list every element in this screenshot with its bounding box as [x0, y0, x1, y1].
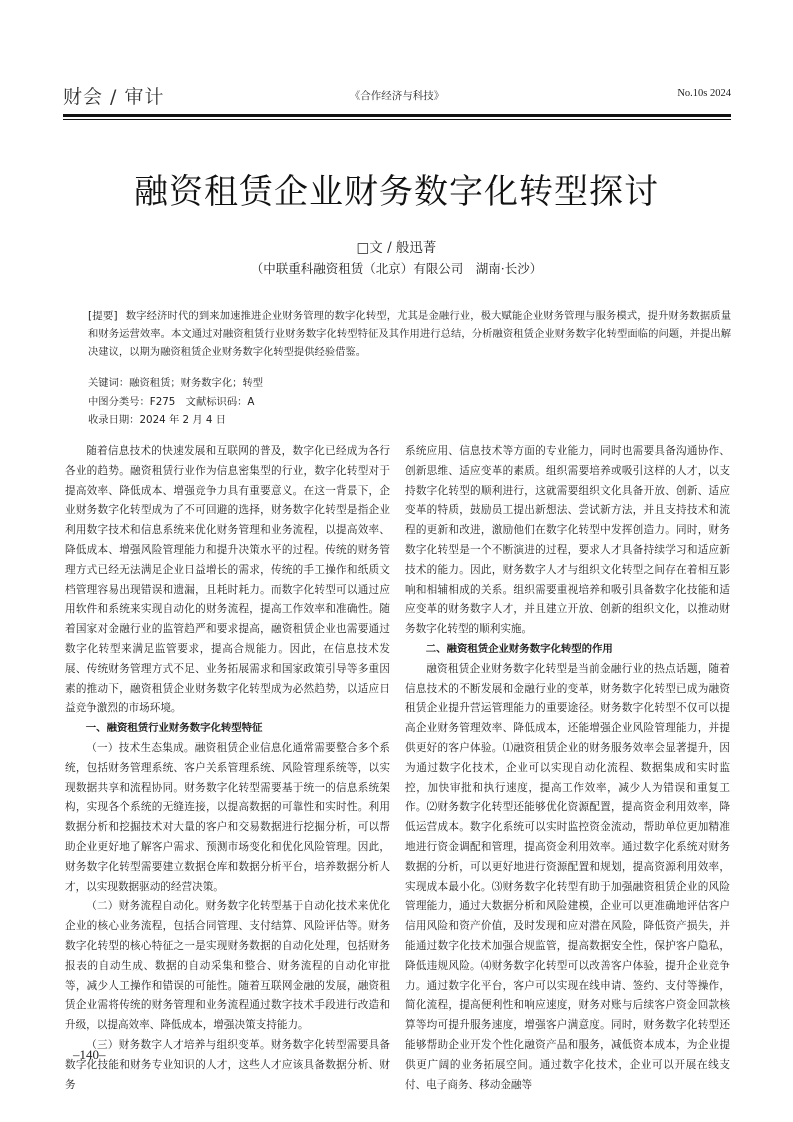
header-rule-thick — [63, 114, 731, 117]
subheading-3: （三）财务数字人才培养与组织变革。 — [86, 1038, 271, 1051]
paragraph-role: 融资租赁企业财务数字化转型是当前金融行业的热点话题，随着信息技术的不断发展和金融行业的变革，财务数字化转型已成为融资租赁企业提升营运管理能力的重要途径。财务数字化转型不仅可以提高企业财务管理效率、降低成本，还能增强企业风险管理能力，并提供更好的客户体验。⑴融资租赁企业的财务服务效率会显著提升，因为通过数字化技术，企业可以实现自动化流程、数据集成和实时监控，加快审批和执行速度，提高工作效率，减少人为错误和重复工作。⑵财务数字化转型还能够优化资源配置，提高资金利用效率，降低运营成本。数字化系统可以实时监控资金流动，帮助单位更加精准地进行资金调配和管理，提高资金利用效率。通过数字化系统对财务数据的分析，可以更好地进行资源配置和规划，提高资源利用效率，实现成本最小化。⑶财务数字化转型有助于加强融资租赁企业的风险管理能力，通过大数据分析和风险建模，企业可以更准确地评估客户信用风险和资产价值，及时发现和应对潜在风险，降低资产损失，并能通过数字化技术加强合规监管，提高数据安全性，保护客户隐私，降低违规风险。⑷财务数字化转型可以改善客户体验，提升企业竞争力。通过数字化平台，客户可以实现在线申请、签约、支付等操作，简化流程，提高便利性和响应速度，财务对账与后续客户资金回款核算等均可提升服务速度，增强客户满意度。同时，财务数字化转型还能够帮助企业开发个性化融资产品和服务，减低资本成本，为企业提供更广阔的业务拓展空间。通过数字化技术，企业可以开展在线支付、电子商务、移动金融等 — [405, 662, 730, 1091]
abstract — [88, 307, 731, 361]
article-meta — [88, 374, 263, 430]
body-column-right — [405, 442, 730, 1095]
paragraph-talent — [65, 1036, 390, 1095]
author-line: □文 / 般迅菁 — [356, 240, 437, 256]
paragraph-tech-ecosystem — [65, 739, 390, 897]
running-header — [63, 82, 731, 112]
journal-name: 《合作经济与科技》 — [349, 90, 445, 102]
header-rule-thin — [63, 119, 731, 120]
abstract-text: 数字经济时代的到来加速推进企业财务管理的数字化转型，尤其是金融行业，极大赋能企业财务管理与服务模式，提升财务数据质量和财务运营效率。本文通过对融资租赁行业财务数字化转型特征及其作用进行总结，分析融资租赁企业财务数字化转型面临的问题，并提出解决建议，以期为融资租赁企业财务数字化转型提供经验借鉴。 — [88, 310, 731, 358]
issue-number: No.10s 2024 — [677, 88, 731, 99]
section-heading-2: 二、融资租赁企业财务数字化转型的作用 — [425, 642, 613, 655]
abstract-label: [提要] — [88, 310, 118, 322]
subheading-2: （二）财务流程自动化。 — [86, 900, 206, 913]
section-heading-1: 一、融资租赁行业财务数字化转型特征 — [85, 722, 263, 735]
paragraph-text: 财务数字化转型基于自动化技术来优化企业的核心业务流程，包括合同管理、支付结算、风险评估等。财务数字化转型的核心特征之一是实现财务数据的自动化处理，包括财务报表的自动生成、数据的自动采集和整合、财务流程的自动化审批等，减少人工操作和错误的可能性。随着互联网金融的发展，融资租赁企业需将传统的财务管理和业务流程通过数字技术手段进行改造和升级，以提高效率、降低成本，增强决策支持能力。 — [65, 900, 391, 1032]
body-column-left — [65, 442, 390, 1095]
paragraph-text: 财务数字化转型需要具备数字化技能和财务专业知识的人才，这些人才应该具备数据分析、财务 — [65, 1038, 391, 1091]
paragraph-process-automation — [65, 897, 390, 1036]
paragraph-talent-continued: 系统应用、信息技术等方面的专业能力，同时也需要具备沟通协作、创新思维、适应变革的素质。组织需要培养或吸引这样的人才，以支持数字化转型的顺利进行，这就需要组织文化具备开放、创新、适应变革的特质，鼓励员工提出新想法、尝试新方法，并且支持技术和流程的更新和改进，激励他们在数字化转型中发挥创造力。同时，财务数字化转型是一个不断演进的过程，要求人才具备持续学习和适应新技术的能力。因此，财务数字人才与组织文化转型之间存在着相互影响和相辅相成的关系。组织需要重视培养和吸引具备数字化技能和适应变革的财务数字人才，并且建立开放、创新的组织文化，以推动财务数字化转型的顺利实施。 — [405, 445, 730, 636]
page-number: –140– — [73, 1047, 106, 1062]
section-label: 财会 / 审计 — [63, 86, 165, 108]
paragraph-intro: 随着信息技术的快速发展和互联网的普及，数字化已经成为各行各业的趋势。融资租赁行业作为信息密集型的行业，数字化转型对于提高效率、降低成本、增强竞争力具有重要意义。在这一背景下，企业财务数字化转型成为了不可回避的选择，财务数字化转型是指企业利用数字技术和信息系统来优化财务管理和业务流程，以提高效率、降低成本、增强风险管理能力和提升决策水平的过程。传统的财务管理方式已经无法满足企业日益增长的需求，传统的手工操作和纸质文档管理容易出现错误和遗漏，且耗时耗力。而数字化转型可以通过应用软件和系统来实现自动化的财务流程，提高工作效率和准确性。随着国家对金融行业的监管趋严和要求提高，融资租赁企业也需要通过数字化转型来满足监管要求，提高合规能力。因此，在信息技术发展、传统财务管理方式不足、业务拓展需求和国家政策引导等多重因素的推动下，融资租赁企业财务数字化转型成为必然趋势，以适应日益竞争激烈的市场环境。 — [65, 445, 390, 715]
keywords: 关键词：融资租赁；财务数字化；转型 — [88, 377, 264, 389]
classification: 中图分类号：F275 文献标识码：A — [88, 395, 255, 408]
received-date: 收录日期：2024 年 2 月 4 日 — [88, 414, 227, 426]
affiliation: （中联重科融资租赁（北京）有限公司 湖南·长沙） — [250, 261, 543, 276]
paragraph-text: 融资租赁企业信息化通常需要整合多个系统，包括财务管理系统、客户关系管理系统、风险管理系统等，以实现数据共享和流程协同。财务数字化转型需要基于统一的信息系统架构，实现各个系统的无缝连接，以提高数据的可靠性和实时性。利用数据分析和挖掘技术对大量的客户和交易数据进行挖掘分析，可以帮助企业更好地了解客户需求、预测市场变化和优化风险管理。因此，财务数字化转型需要建立数据仓库和数据分析平台，培养数据分析人才，以实现数据驱动的经营决策。 — [65, 741, 391, 893]
article-title: 融资租赁企业财务数字化转型探讨 — [134, 172, 659, 212]
subheading-1: （一）技术生态集成。 — [86, 741, 195, 754]
